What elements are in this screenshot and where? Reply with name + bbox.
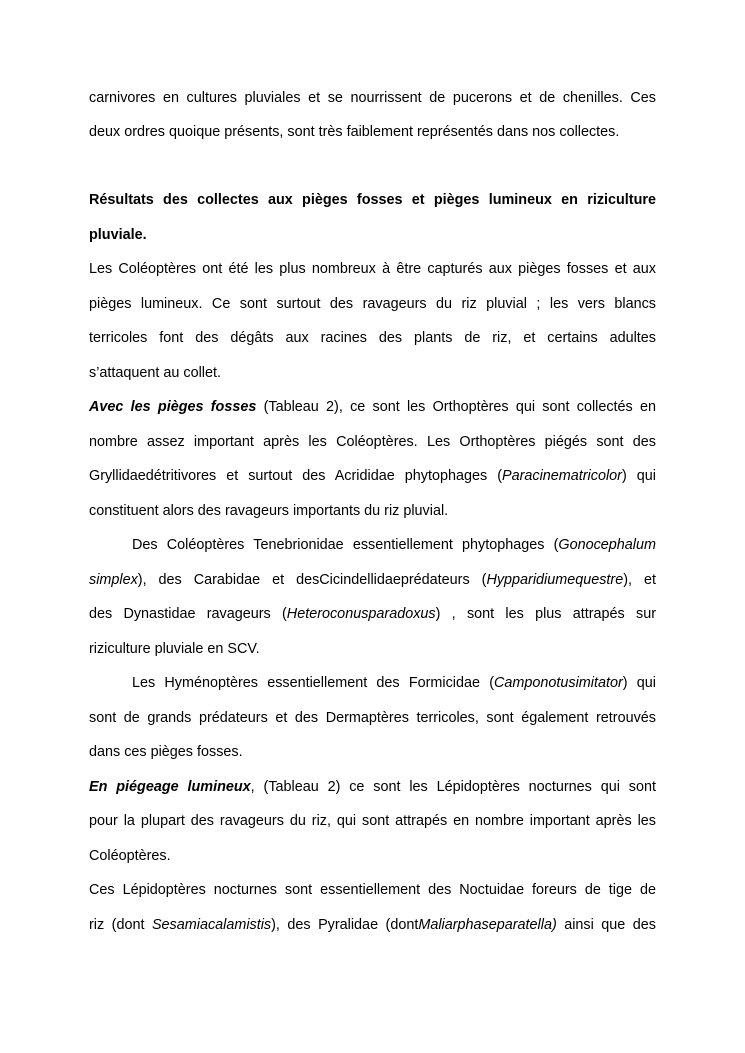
paragraph-line: Des Coléoptères Tenebrionidae essentiellement phytophages (Gonocephalum <box>132 537 656 553</box>
paragraph-line: En piégeage lumineux, (Tableau 2) ce sont les Lépidoptères nocturnes qui sont <box>89 779 656 795</box>
paragraph-line: Gryllidaedétritivores et surtout des Acrididae phytophages (Paracinematricolor) qui <box>89 468 656 484</box>
paragraph-line: s’attaquent au collet. <box>89 365 222 381</box>
section-heading: Résultats des collectes aux pièges fosses et pièges lumineux en riziculture <box>89 192 656 208</box>
paragraph-line: des Dynastidae ravageurs (Heteroconusparadoxus) , sont les plus attrapés sur <box>89 606 656 622</box>
paragraph-line: sont de grands prédateurs et des Dermaptères terricoles, sont également retrouvés <box>89 710 656 726</box>
section-heading-continued: pluviale. <box>89 227 147 243</box>
paragraph-line: riz (dont Sesamiacalamistis), des Pyralidae (dontMaliarphaseparatella) ainsi que des <box>89 917 656 933</box>
species-name: Maliarphaseparatella) <box>418 917 557 933</box>
paragraph-line: carnivores en cultures pluviales et se nourrissent de pucerons et de chenilles. Ces <box>89 90 656 106</box>
paragraph-line: riziculture pluviale en SCV. <box>89 641 260 657</box>
paragraph-line: dans ces pièges fosses. <box>89 744 243 760</box>
emphasis-lead: En piégeage lumineux <box>89 779 251 795</box>
paragraph-line: Avec les pièges fosses (Tableau 2), ce sont les Orthoptères qui sont collectés en <box>89 399 656 415</box>
paragraph-line: nombre assez important après les Coléoptères. Les Orthoptères piégés sont des <box>89 434 656 450</box>
species-name: Heteroconusparadoxus <box>286 606 436 622</box>
paragraph-line: Ces Lépidoptères nocturnes sont essentiellement des Noctuidae foreurs de tige de <box>89 882 656 898</box>
paragraph-line: terricoles font des dégâts aux racines des plants de riz, et certains adultes <box>89 330 656 346</box>
species-name: Camponotusimitator <box>494 675 623 691</box>
species-name: Paracinematricolor <box>501 468 622 484</box>
paragraph-line: Coléoptères. <box>89 848 171 864</box>
emphasis-lead: Avec les pièges fosses <box>89 399 257 415</box>
paragraph-line: pièges lumineux. Ce sont surtout des ravageurs du riz pluvial ; les vers blancs <box>89 296 656 312</box>
paragraph-line: Les Coléoptères ont été les plus nombreux à être capturés aux pièges fosses et aux <box>89 261 656 277</box>
species-name: simplex <box>89 572 138 588</box>
paragraph-line: Les Hyménoptères essentiellement des Formicidae (Camponotusimitator) qui <box>132 675 656 691</box>
species-name: Sesamiacalamistis <box>151 917 272 933</box>
species-name: Gonocephalum <box>558 537 656 553</box>
paragraph-line: constituent alors des ravageurs importants du riz pluvial. <box>89 503 449 519</box>
paragraph-line: deux ordres quoique présents, sont très faiblement représentés dans nos collectes. <box>89 124 620 140</box>
paragraph-line: simplex), des Carabidae et desCicindellidaeprédateurs (Hypparidiumequestre), et <box>89 572 656 588</box>
species-name: Hypparidiumequestre <box>486 572 624 588</box>
paragraph-line: pour la plupart des ravageurs du riz, qui sont attrapés en nombre important après les <box>89 813 656 829</box>
